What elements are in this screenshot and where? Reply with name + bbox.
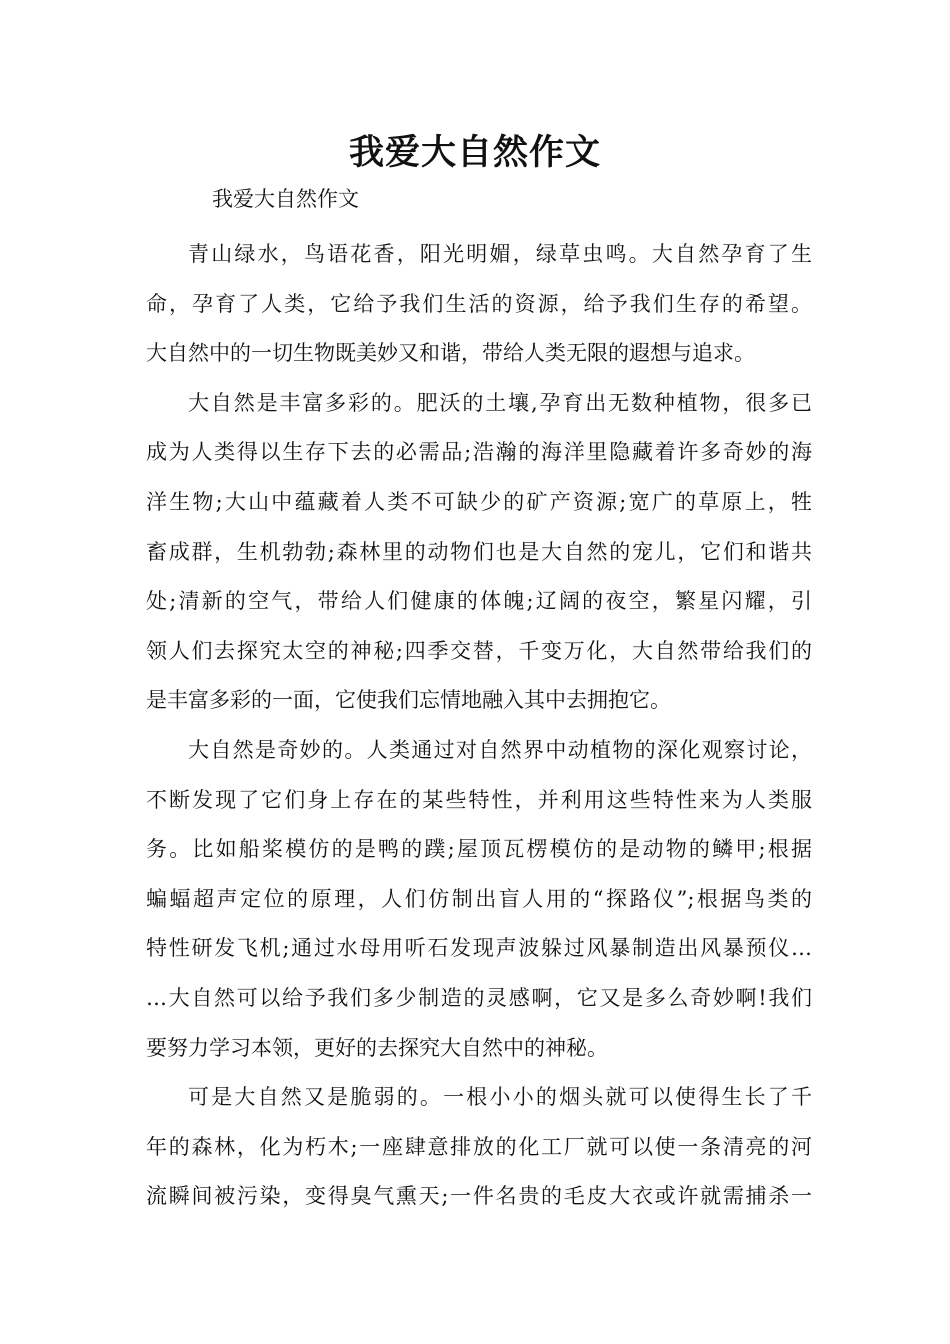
text-line: 领人们去探究太空的神秘;四季交替，千变万化，大自然带给我们的 — [146, 638, 812, 663]
text-line: 年的森林，化为朽木;一座肆意排放的化工厂就可以使一条清亮的河 — [146, 1134, 812, 1159]
text-line: 大自然是奇妙的。人类通过对自然界中动植物的深化观察讨论， — [188, 737, 812, 762]
text-line: 畜成群，生机勃勃;森林里的动物们也是大自然的宠儿，它们和谐共 — [146, 539, 812, 564]
text-line: 处;清新的空气，带给人们健康的体魄;辽阔的夜空，繁星闪耀，引 — [146, 589, 812, 614]
text-line: 命，孕育了人类，它给予我们生活的资源，给予我们生存的希望。 — [146, 291, 812, 316]
text-line: 特性研发飞机;通过水母用听石发现声波躲过风暴制造出风暴预仪… — [146, 936, 812, 961]
document-subtitle: 我爱大自然作文 — [212, 187, 359, 211]
text-line: 洋生物;大山中蕴藏着人类不可缺少的矿产资源;宽广的草原上，牲 — [146, 489, 812, 514]
paragraph-2 — [146, 379, 812, 726]
text-line: 务。比如船桨模仿的是鸭的蹼;屋顶瓦楞模仿的是动物的鳞甲;根据 — [146, 837, 812, 862]
text-line: 流瞬间被污染，变得臭气熏天;一件名贵的毛皮大衣或许就需捕杀一 — [146, 1184, 812, 1209]
paragraph-4 — [146, 1073, 812, 1222]
text-line: …大自然可以给予我们多少制造的灵感啊，它又是多么奇妙啊!我们 — [146, 985, 812, 1010]
document-body — [146, 230, 812, 1222]
text-line: 是丰富多彩的一面，它使我们忘情地融入其中去拥抱它。 — [146, 688, 671, 713]
text-line: 大自然中的一切生物既美妙又和谐，带给人类无限的遐想与追求。 — [146, 341, 755, 366]
text-line: 要努力学习本领，更好的去探究大自然中的神秘。 — [146, 1035, 608, 1060]
document-title: 我爱大自然作文 — [348, 133, 601, 173]
paragraph-3 — [146, 726, 812, 1073]
text-line: 大自然是丰富多彩的。肥沃的土壤,孕育出无数种植物，很多已 — [188, 390, 812, 415]
text-line: 不断发现了它们身上存在的某些特性，并利用这些特性来为人类服 — [146, 787, 812, 812]
text-line: 青山绿水，鸟语花香，阳光明媚，绿草虫鸣。大自然孕育了生 — [188, 242, 812, 266]
text-line: 蝙蝠超声定位的原理，人们仿制出盲人用的“探路仪”;根据鸟类的 — [146, 886, 812, 911]
paragraph-1 — [146, 230, 812, 379]
text-line: 成为人类得以生存下去的必需品;浩瀚的海洋里隐藏着许多奇妙的海 — [146, 440, 812, 465]
text-line: 可是大自然又是脆弱的。一根小小的烟头就可以使得生长了千 — [188, 1085, 812, 1110]
